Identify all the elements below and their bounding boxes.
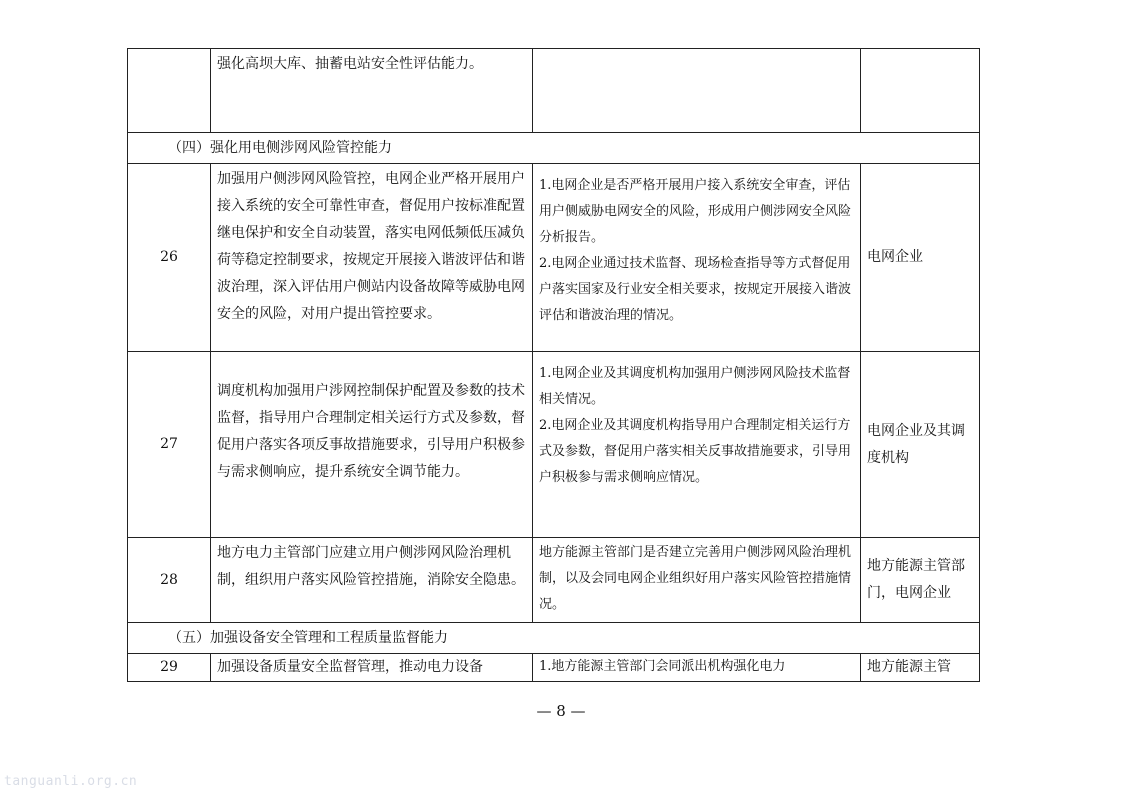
check-item: 1.地方能源主管部门会同派出机构强化电力 bbox=[539, 659, 786, 674]
check-item: 2.电网企业通过技术监督、现场检查指导等方式督促用户落实国家及行业安全相关要求，按规定开展接入谐波评估和谐波治理的情况。 bbox=[539, 256, 852, 323]
check-item: 2.电网企业及其调度机构指导用户合理制定相关运行方式及参数，督促用户落实相关反事故措施要求，引导用户积极参与需求侧响应情况。 bbox=[539, 418, 852, 485]
table-row bbox=[128, 49, 980, 133]
check-cell bbox=[533, 49, 861, 133]
section-row bbox=[128, 623, 980, 654]
org-cell: 地方能源主管 bbox=[861, 654, 980, 682]
org-cell: 电网企业及其调度机构 bbox=[861, 352, 980, 538]
check-item: 地方能源主管部门是否建立完善用户侧涉网风险治理机制，以及会同电网企业组织好用户落实风险管控措施情况。 bbox=[539, 545, 852, 612]
check-item: 1.电网企业及其调度机构加强用户侧涉网风险技术监督相关情况。 bbox=[539, 366, 851, 407]
item-number bbox=[128, 49, 211, 133]
measure-cell: 强化高坝大库、抽蓄电站安全性评估能力。 bbox=[211, 49, 533, 133]
item-number: 28 bbox=[128, 538, 211, 623]
check-item: 1.电网企业是否严格开展用户接入系统安全审查，评估用户侧威胁电网安全的风险，形成用户侧涉网安全风险分析报告。 bbox=[539, 178, 852, 245]
table-row bbox=[128, 654, 980, 682]
check-cell bbox=[533, 164, 861, 352]
item-number: 27 bbox=[128, 352, 211, 538]
measure-cell: 加强设备质量安全监督管理，推动电力设备 bbox=[211, 654, 533, 682]
measure-cell: 调度机构加强用户涉网控制保护配置及参数的技术监督，指导用户合理制定相关运行方式及参数，督促用户落实各项反事故措施要求，引导用户积极参与需求侧响应，提升系统安全调节能力。 bbox=[211, 352, 533, 538]
table-row bbox=[128, 352, 980, 538]
check-cell bbox=[533, 538, 861, 623]
org-cell bbox=[861, 49, 980, 133]
measure-cell: 加强用户侧涉网风险管控，电网企业严格开展用户接入系统的安全可靠性审查，督促用户按标准配置继电保护和安全自动装置，落实电网低频低压减负荷等稳定控制要求，按规定开展接入谐波评估和谐波治理，深入评估用户侧站内设备故障等威胁电网安全的风险，对用户提出管控要求。 bbox=[211, 164, 533, 352]
section-heading: （四）强化用电侧涉网风险管控能力 bbox=[128, 133, 980, 164]
org-cell: 地方能源主管部门，电网企业 bbox=[861, 538, 980, 623]
section-row bbox=[128, 133, 980, 164]
section-heading: （五）加强设备安全管理和工程质量监督能力 bbox=[128, 623, 980, 654]
measure-cell: 地方电力主管部门应建立用户侧涉网风险治理机制，组织用户落实风险管控措施，消除安全隐患。 bbox=[211, 538, 533, 623]
inspection-table bbox=[127, 48, 980, 682]
item-number: 29 bbox=[128, 654, 211, 682]
check-cell bbox=[533, 654, 861, 682]
table-row bbox=[128, 538, 980, 623]
table-row bbox=[128, 164, 980, 352]
item-number: 26 bbox=[128, 164, 211, 352]
check-cell bbox=[533, 352, 861, 538]
watermark-text: tanguanli.org.cn bbox=[4, 774, 138, 789]
org-cell: 电网企业 bbox=[861, 164, 980, 352]
page-number: — 8 — bbox=[536, 702, 586, 720]
